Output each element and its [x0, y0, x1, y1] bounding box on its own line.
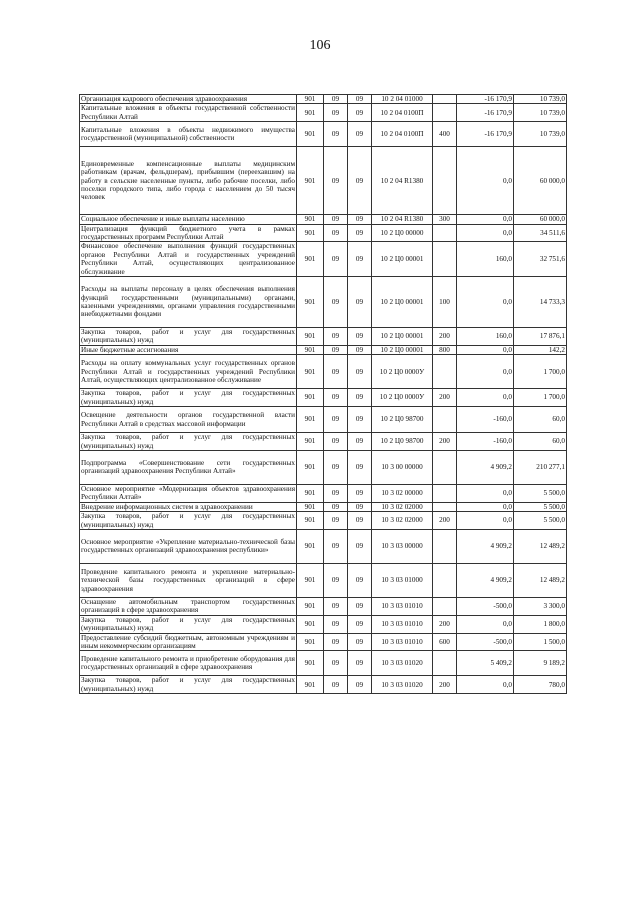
subsection-code: 09 — [348, 563, 372, 597]
section-code: 09 — [324, 450, 348, 484]
admin-code: 901 — [297, 122, 324, 147]
total-amount: 5 500,0 — [514, 512, 567, 530]
section-code: 09 — [324, 389, 348, 407]
section-code: 09 — [324, 215, 348, 224]
table-row — [80, 563, 567, 597]
total-amount: 780,0 — [514, 676, 567, 694]
expense-type-code: 400 — [433, 122, 457, 147]
admin-code: 901 — [297, 676, 324, 694]
target-code: 10 2 Ц0 00001 — [372, 328, 433, 346]
target-code: 10 2 Ц0 00001 — [372, 277, 433, 328]
row-name: Закупка товаров, работ и услуг для государственных (муниципальных) нужд — [81, 615, 295, 633]
subsection-code: 09 — [348, 512, 372, 530]
total-amount: 60 000,0 — [514, 215, 567, 224]
subsection-code: 09 — [348, 95, 372, 104]
expense-type-code: 200 — [433, 389, 457, 407]
total-amount: 10 739,0 — [514, 122, 567, 147]
change-amount: -16 170,9 — [457, 104, 514, 122]
change-amount: 0,0 — [457, 215, 514, 224]
section-code: 09 — [324, 147, 348, 215]
expense-type-code: 200 — [433, 328, 457, 346]
total-amount: 60,0 — [514, 433, 567, 451]
table-row — [80, 633, 567, 651]
target-code: 10 2 Ц0 98700 — [372, 433, 433, 451]
total-amount: 12 489,2 — [514, 563, 567, 597]
admin-code: 901 — [297, 147, 324, 215]
admin-code: 901 — [297, 512, 324, 530]
table-row — [80, 389, 567, 407]
target-code: 10 3 03 00000 — [372, 529, 433, 563]
expense-type-code — [433, 502, 457, 511]
table-row — [80, 529, 567, 563]
target-code: 10 2 04 01000 — [372, 95, 433, 104]
total-amount: 60 000,0 — [514, 147, 567, 215]
subsection-code: 09 — [348, 433, 372, 451]
section-code: 09 — [324, 328, 348, 346]
target-code: 10 2 04 0100П — [372, 104, 433, 122]
subsection-code: 09 — [348, 450, 372, 484]
subsection-code: 09 — [348, 328, 372, 346]
change-amount: 0,0 — [457, 676, 514, 694]
table-row — [80, 450, 567, 484]
admin-code: 901 — [297, 484, 324, 502]
change-amount: -16 170,9 — [457, 122, 514, 147]
expense-type-code: 200 — [433, 433, 457, 451]
target-code: 10 2 04 R1380 — [372, 147, 433, 215]
admin-code: 901 — [297, 215, 324, 224]
admin-code: 901 — [297, 433, 324, 451]
table-row — [80, 122, 567, 147]
target-code: 10 3 00 00000 — [372, 450, 433, 484]
expense-type-code: 200 — [433, 512, 457, 530]
total-amount: 34 511,6 — [514, 224, 567, 242]
change-amount: -500,0 — [457, 597, 514, 615]
subsection-code: 09 — [348, 484, 372, 502]
section-code: 09 — [324, 633, 348, 651]
change-amount: 4 909,2 — [457, 563, 514, 597]
section-code: 09 — [324, 563, 348, 597]
row-name: Основное мероприятие «Укрепление материально-технической базы государственных организаций здравоохранения республики» — [80, 529, 297, 563]
section-code: 09 — [324, 224, 348, 242]
change-amount: 0,0 — [457, 224, 514, 242]
target-code: 10 3 02 00000 — [372, 484, 433, 502]
total-amount: 12 489,2 — [514, 529, 567, 563]
table-row — [80, 433, 567, 451]
total-amount: 210 277,1 — [514, 450, 567, 484]
expense-type-code — [433, 224, 457, 242]
target-code: 10 2 Ц0 98700 — [372, 407, 433, 433]
total-amount: 1 700,0 — [514, 389, 567, 407]
section-code: 09 — [324, 104, 348, 122]
target-code: 10 2 Ц0 0000У — [372, 355, 433, 389]
target-code: 10 2 04 R1380 — [372, 215, 433, 224]
admin-code: 901 — [297, 104, 324, 122]
row-name: Освещение деятельности органов государственной власти Республики Алтай в средствах массовой информации — [80, 407, 297, 433]
expense-type-code — [433, 355, 457, 389]
expense-type-code: 600 — [433, 633, 457, 651]
table-body — [80, 95, 567, 694]
subsection-code: 09 — [348, 529, 372, 563]
subsection-code: 09 — [348, 615, 372, 633]
admin-code: 901 — [297, 277, 324, 328]
total-amount: 142,2 — [514, 345, 567, 354]
subsection-code: 09 — [348, 277, 372, 328]
change-amount: -16 170,9 — [457, 95, 514, 104]
table-row — [80, 104, 567, 122]
row-name: Основное мероприятие «Модернизация объектов здравоохранения Республики Алтай» — [81, 484, 295, 502]
subsection-code: 09 — [348, 224, 372, 242]
section-code: 09 — [324, 484, 348, 502]
row-name: Закупка товаров, работ и услуг для государственных (муниципальных) нужд — [81, 676, 295, 693]
total-amount: 32 751,6 — [514, 242, 567, 277]
row-name: Централизация функций бюджетного учета в рамках государственных программ Республики Алтай — [81, 224, 295, 242]
table-row — [80, 224, 567, 242]
total-amount: 10 739,0 — [514, 95, 567, 104]
table-row — [80, 502, 567, 511]
change-amount: 160,0 — [457, 328, 514, 346]
row-name: Предоставление субсидий бюджетным, автономным учреждениям и иным некоммерческим организациям — [81, 633, 295, 650]
expense-type-code — [433, 407, 457, 433]
table-row — [80, 597, 567, 615]
section-code: 09 — [324, 597, 348, 615]
expense-type-code — [433, 450, 457, 484]
change-amount: 0,0 — [457, 147, 514, 215]
target-code: 10 2 Ц0 00001 — [372, 345, 433, 354]
total-amount: 3 300,0 — [514, 597, 567, 615]
subsection-code: 09 — [348, 215, 372, 224]
table-row — [80, 615, 567, 633]
expense-type-code — [433, 147, 457, 215]
expense-type-code: 100 — [433, 277, 457, 328]
section-code: 09 — [324, 277, 348, 328]
row-name: Закупка товаров, работ и услуг для государственных (муниципальных) нужд — [81, 328, 295, 345]
expense-type-code: 800 — [433, 345, 457, 354]
table-row — [80, 277, 567, 328]
table-row — [80, 407, 567, 433]
section-code: 09 — [324, 95, 348, 104]
subsection-code: 09 — [348, 633, 372, 651]
target-code: 10 3 03 01010 — [372, 615, 433, 633]
row-name: Закупка товаров, работ и услуг для государственных (муниципальных) нужд — [81, 389, 295, 406]
admin-code: 901 — [297, 328, 324, 346]
total-amount: 10 739,0 — [514, 104, 567, 122]
target-code: 10 2 Ц0 00001 — [372, 242, 433, 277]
subsection-code: 09 — [348, 407, 372, 433]
admin-code: 901 — [297, 345, 324, 354]
total-amount: 14 733,3 — [514, 277, 567, 328]
subsection-code: 09 — [348, 597, 372, 615]
row-name: Иные бюджетные ассигнования — [80, 345, 297, 354]
change-amount: 0,0 — [457, 389, 514, 407]
change-amount: -160,0 — [457, 407, 514, 433]
subsection-code: 09 — [348, 345, 372, 354]
row-name: Оснащение автомобильным транспортом государственных организаций в сфере здравоохранения — [81, 597, 295, 615]
row-name: Внедрение информационных систем в здравоохранении — [80, 502, 297, 511]
row-name: Расходы на оплату коммунальных услуг государственных органов Республики Алтай и государственных учреждений Республики Алтай, осуществляющих централизованное обслуживание — [80, 355, 297, 389]
change-amount: 4 909,2 — [457, 450, 514, 484]
subsection-code: 09 — [348, 104, 372, 122]
admin-code: 901 — [297, 651, 324, 676]
row-name: Проведение капитального ремонта и укрепление материально-технической базы государственных организаций в сфере здравоохранения — [80, 563, 297, 597]
row-name: Социальное обеспечение и иные выплаты населению — [80, 215, 297, 224]
change-amount: -160,0 — [457, 433, 514, 451]
row-name: Расходы на выплаты персоналу в целях обеспечения выполнения функций государственными (муниципальными) органами, казенными учреждениями, органами управления государственными внебюджетными фондами — [80, 277, 297, 328]
target-code: 10 3 03 01020 — [372, 651, 433, 676]
subsection-code: 09 — [348, 502, 372, 511]
subsection-code: 09 — [348, 242, 372, 277]
expense-type-code — [433, 529, 457, 563]
target-code: 10 2 Ц0 00000 — [372, 224, 433, 242]
admin-code: 901 — [297, 450, 324, 484]
change-amount: 0,0 — [457, 484, 514, 502]
total-amount: 5 500,0 — [514, 502, 567, 511]
row-name: Закупка товаров, работ и услуг для государственных (муниципальных) нужд — [81, 433, 295, 450]
table-row — [80, 676, 567, 694]
table-row — [80, 215, 567, 224]
admin-code: 901 — [297, 224, 324, 242]
change-amount: 0,0 — [457, 512, 514, 530]
change-amount: -500,0 — [457, 633, 514, 651]
row-name: Закупка товаров, работ и услуг для государственных (муниципальных) нужд — [81, 512, 295, 529]
admin-code: 901 — [297, 529, 324, 563]
expense-type-code: 200 — [433, 615, 457, 633]
expense-type-code: 300 — [433, 215, 457, 224]
table-row — [80, 328, 567, 346]
total-amount: 9 189,2 — [514, 651, 567, 676]
admin-code: 901 — [297, 597, 324, 615]
section-code: 09 — [324, 529, 348, 563]
table-row — [80, 147, 567, 215]
row-name: Капитальные вложения в объекты государственной собственности Республики Алтай — [81, 104, 295, 121]
target-code: 10 2 Ц0 0000У — [372, 389, 433, 407]
expense-type-code: 200 — [433, 676, 457, 694]
section-code: 09 — [324, 651, 348, 676]
section-code: 09 — [324, 433, 348, 451]
expense-type-code — [433, 651, 457, 676]
section-code: 09 — [324, 512, 348, 530]
section-code: 09 — [324, 242, 348, 277]
section-code: 09 — [324, 122, 348, 147]
subsection-code: 09 — [348, 389, 372, 407]
expense-type-code — [433, 597, 457, 615]
change-amount: 0,0 — [457, 277, 514, 328]
table-row — [80, 355, 567, 389]
target-code: 10 3 03 01010 — [372, 633, 433, 651]
total-amount: 1 700,0 — [514, 355, 567, 389]
admin-code: 901 — [297, 407, 324, 433]
target-code: 10 3 03 01010 — [372, 597, 433, 615]
target-code: 10 3 03 01020 — [372, 676, 433, 694]
change-amount: 0,0 — [457, 615, 514, 633]
admin-code: 901 — [297, 355, 324, 389]
admin-code: 901 — [297, 389, 324, 407]
row-name: Единовременные компенсационные выплаты медицинским работникам (врачам, фельдшерам), прибывшим (переехавшим) на работу в сельские населенные пункты, либо рабочие поселки, либо поселки городского типа, либо города с населением до 50 тысяч человек — [80, 147, 297, 215]
expense-type-code — [433, 563, 457, 597]
row-name: Проведение капитального ремонта и приобретение оборудования для государственных организаций в сфере здравоохранения — [80, 651, 297, 676]
row-name: Капитальные вложения в объекты недвижимого имущества государственной (муниципальной) собственности — [80, 122, 297, 147]
section-code: 09 — [324, 345, 348, 354]
target-code: 10 3 02 02000 — [372, 512, 433, 530]
admin-code: 901 — [297, 502, 324, 511]
expense-type-code — [433, 484, 457, 502]
row-name: Организация кадрового обеспечения здравоохранения — [80, 95, 297, 104]
admin-code: 901 — [297, 633, 324, 651]
total-amount: 5 500,0 — [514, 484, 567, 502]
section-code: 09 — [324, 502, 348, 511]
table-row — [80, 512, 567, 530]
table-row — [80, 95, 567, 104]
section-code: 09 — [324, 355, 348, 389]
section-code: 09 — [324, 615, 348, 633]
total-amount: 1 500,0 — [514, 633, 567, 651]
budget-table — [79, 94, 567, 694]
change-amount: 0,0 — [457, 502, 514, 511]
section-code: 09 — [324, 676, 348, 694]
expense-type-code — [433, 104, 457, 122]
change-amount: 4 909,2 — [457, 529, 514, 563]
total-amount: 17 876,1 — [514, 328, 567, 346]
subsection-code: 09 — [348, 147, 372, 215]
admin-code: 901 — [297, 615, 324, 633]
subsection-code: 09 — [348, 676, 372, 694]
expense-type-code — [433, 95, 457, 104]
table-row — [80, 345, 567, 354]
total-amount: 1 800,0 — [514, 615, 567, 633]
target-code: 10 2 04 0100П — [372, 122, 433, 147]
admin-code: 901 — [297, 95, 324, 104]
change-amount: 5 409,2 — [457, 651, 514, 676]
page-number: 106 — [309, 38, 331, 53]
subsection-code: 09 — [348, 651, 372, 676]
table-row — [80, 484, 567, 502]
change-amount: 0,0 — [457, 355, 514, 389]
admin-code: 901 — [297, 242, 324, 277]
target-code: 10 3 02 02000 — [372, 502, 433, 511]
row-name: Подпрограмма «Совершенствование сети государственных организаций здравоохранения Республики Алтай» — [80, 450, 297, 484]
table-row — [80, 651, 567, 676]
row-name: Финансовое обеспечение выполнения функций государственных органов Республики Алтай и государственных учреждений Республики Алтай, осуществляющих централизованное обслуживание — [81, 242, 295, 276]
change-amount: 0,0 — [457, 345, 514, 354]
subsection-code: 09 — [348, 355, 372, 389]
section-code: 09 — [324, 407, 348, 433]
table-row — [80, 242, 567, 277]
total-amount: 60,0 — [514, 407, 567, 433]
admin-code: 901 — [297, 563, 324, 597]
target-code: 10 3 03 01000 — [372, 563, 433, 597]
expense-type-code — [433, 242, 457, 277]
subsection-code: 09 — [348, 122, 372, 147]
change-amount: 160,0 — [457, 242, 514, 277]
